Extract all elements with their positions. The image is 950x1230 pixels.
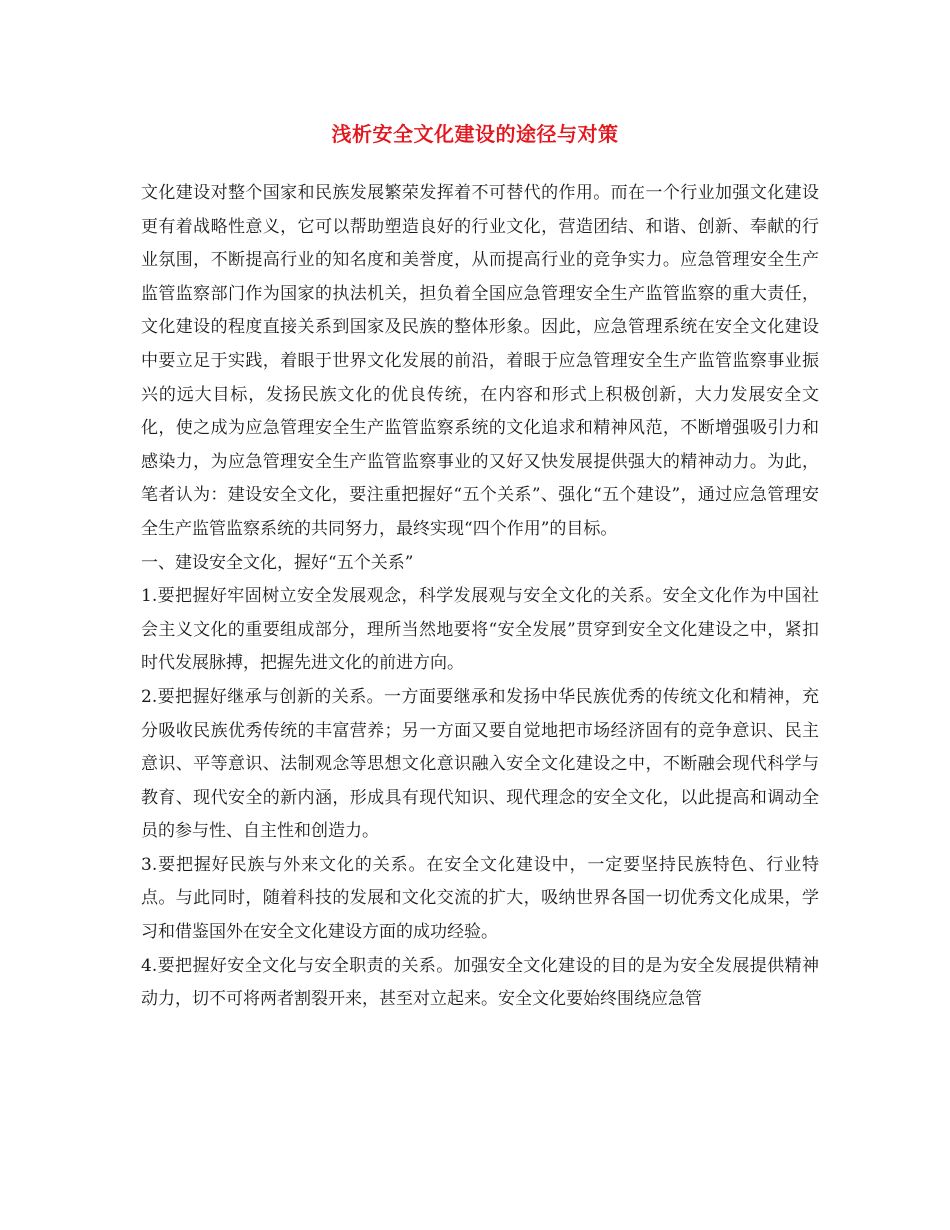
list-item-3: 3.要把握好民族与外来文化的关系。在安全文化建设中，一定要坚持民族特色、行业特点。与此同时，随着科技的发展和文化交流的扩大，吸纳世界各国一切优秀文化成果，学习和借鉴国外在安全文化建设方面的成功经验。	[141, 854, 819, 943]
document-body	[141, 177, 819, 1017]
list-item-1: 1.要把握好牢固树立安全发展观念，科学发展观与安全文化的关系。安全文化作为中国社会主义文化的重要组成部分，理所当然地要将“安全发展”贯穿到安全文化建设之中，紧扣时代发展脉搏，把握先进文化的前进方向。	[141, 586, 819, 674]
document-title: 浅析安全文化建设的途径与对策	[331, 122, 619, 146]
intro-paragraph: 文化建设对整个国家和民族发展繁荣发挥着不可替代的作用。而在一个行业加强文化建设更有着战略性意义，它可以帮助塑造良好的行业文化，营造团结、和谐、创新、奉献的行业氛围，不断提高行业的知名度和美誉度，从而提高行业的竞争实力。应急管理安全生产监管监察部门作为国家的执法机关，担负着全国应急管理安全生产监管监察的重大责任，文化建设的程度直接关系到国家及民族的整体形象。因此，应急管理系统在安全文化建设中要立足于实践，着眼于世界文化发展的前沿，着眼于应急管理安全生产监管监察事业振兴的远大目标，发扬民族文化的优良传统，在内容和形式上积极创新，大力发展安全文化，使之成为应急管理安全生产监管监察系统的文化追求和精神风范，不断增强吸引力和感染力，为应急管理安全生产监管监察事业的又好又快发展提供强大的精神动力。为此，笔者认为：建设安全文化，要注重把握好“五个关系”、强化“五个建设”，通过应急管理安全生产监管监察系统的共同努力，最终实现“四个作用”的目标。	[141, 183, 819, 539]
section-heading: 一、建设安全文化，握好“五个关系”	[141, 552, 414, 573]
list-item-2: 2.要把握好继承与创新的关系。一方面要继承和发扬中华民族优秀的传统文化和精神，充分吸收民族优秀传统的丰富营养；另一方面又要自觉地把市场经济固有的竞争意识、民主意识、平等意识、法制观念等思想文化意识融入安全文化建设之中，不断融会现代科学与教育、现代安全的新内涵，形成具有现代知识、现代理念的安全文化，以此提高和调动全员的参与性、自主性和创造力。	[141, 686, 819, 842]
list-item-4: 4.要把握好安全文化与安全职责的关系。加强安全文化建设的目的是为安全发展提供精神动力，切不可将两者割裂开来，甚至对立起来。安全文化要始终围绕应急管	[141, 955, 819, 1010]
